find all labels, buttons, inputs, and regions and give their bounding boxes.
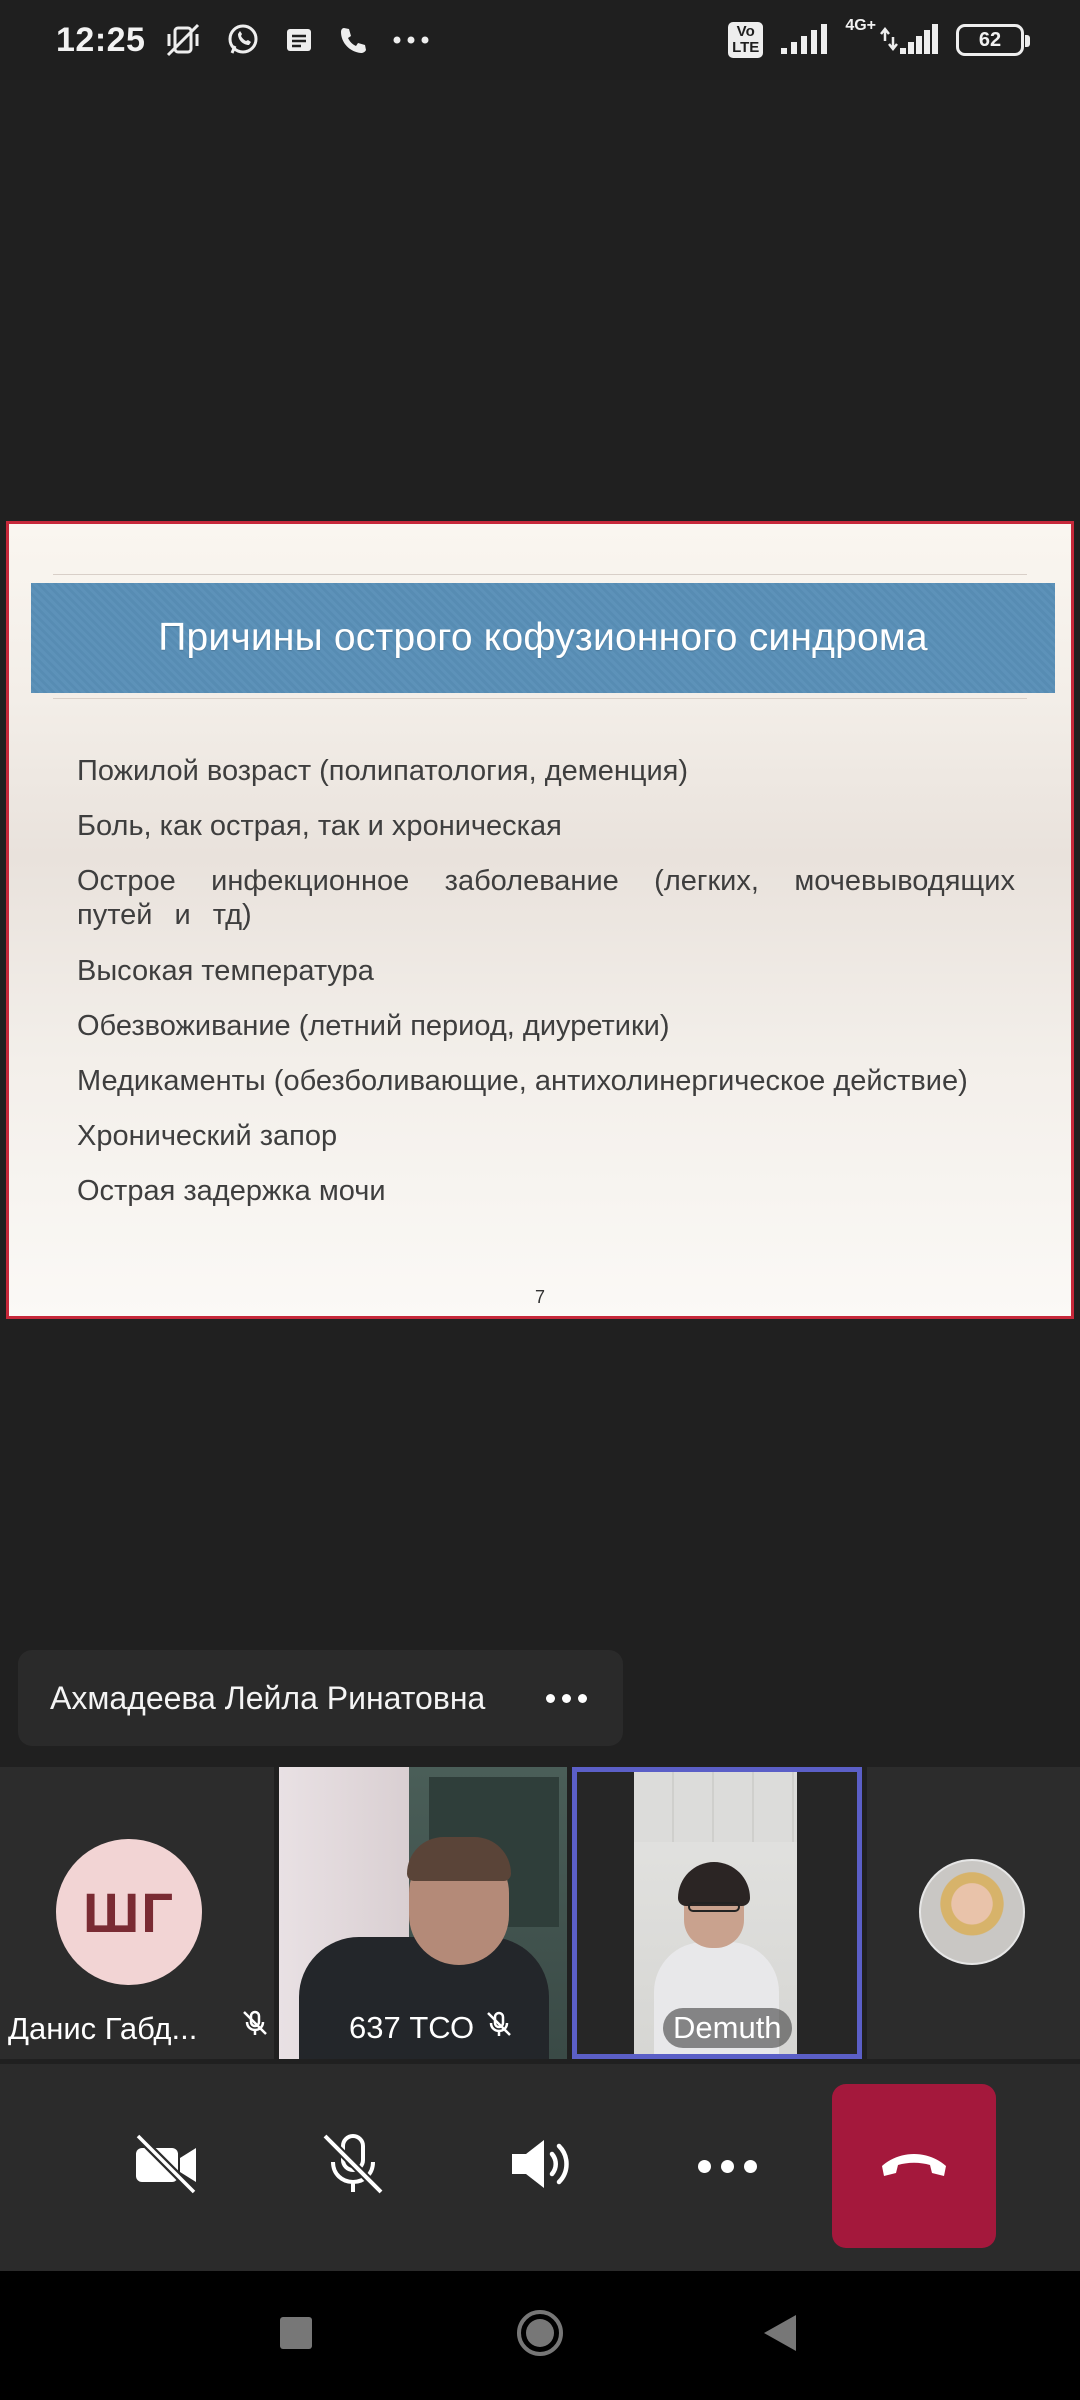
slide-divider-bottom — [53, 698, 1027, 699]
signal-icon — [779, 24, 829, 56]
signal-icon-2 — [878, 24, 940, 56]
participant-tile[interactable] — [0, 1767, 274, 2059]
status-bar — [0, 0, 1080, 80]
speaker-button[interactable] — [460, 2086, 620, 2246]
system-navigation-bar — [0, 2271, 1080, 2400]
network-type: 4G+ — [845, 17, 876, 34]
slide-divider-top — [53, 574, 1027, 575]
slide-bullet: Хронический запор — [77, 1120, 338, 1152]
call-controls — [0, 2064, 1080, 2271]
participant-tile-active-speaker[interactable] — [572, 1767, 862, 2059]
avatar: ШГ — [56, 1839, 202, 1985]
participant-strip — [0, 1767, 1080, 2059]
slide-page-number: 7 — [534, 1287, 545, 1307]
volte-badge: Vo LTE — [728, 22, 763, 58]
back-button[interactable] — [720, 2271, 840, 2400]
participant-tile[interactable] — [279, 1767, 567, 2059]
avatar — [919, 1859, 1025, 1965]
camera-off-icon — [130, 2128, 202, 2205]
slide-bullet: Медикаменты (обезболивающие, антихолинергическое действие) — [77, 1065, 968, 1097]
slide-bullet-list — [77, 754, 1015, 1229]
camera-toggle-button[interactable] — [86, 2086, 246, 2246]
message-icon — [283, 24, 315, 56]
presenter-more-icon[interactable] — [546, 1694, 587, 1703]
phone-icon — [337, 24, 369, 56]
participant-name: 637 ТСО — [349, 2009, 514, 2047]
slide-bullet: Высокая температура — [77, 955, 374, 987]
participant-name: Данис Габд... — [8, 2011, 198, 2046]
more-icon — [698, 2160, 757, 2173]
slide-bullet: Острая задержка мочи — [77, 1175, 386, 1207]
speaker-icon — [504, 2128, 576, 2205]
mic-off-icon — [484, 2009, 514, 2047]
mic-off-icon — [317, 2128, 389, 2205]
presenter-name: Ахмадеева Лейла Ринатовна — [50, 1679, 486, 1716]
vibrate-off-icon — [163, 20, 203, 60]
slide-title-bar — [31, 583, 1055, 693]
slide-bullet: Боль, как острая, так и хроническая — [77, 810, 562, 842]
more-options-button[interactable] — [647, 2086, 807, 2246]
hang-up-button[interactable] — [832, 2084, 996, 2248]
microphone-toggle-button[interactable] — [273, 2086, 433, 2246]
status-time: 12:25 — [56, 20, 146, 59]
shared-presentation-slide[interactable] — [6, 521, 1074, 1319]
slide-bullet: Обезвоживание (летний период, диуретики) — [77, 1010, 670, 1042]
hang-up-icon — [878, 2144, 950, 2189]
home-icon — [515, 2308, 565, 2363]
slide-bullet: Острое инфекционное заболевание (легких, мочевыводящих путей и тд) — [77, 865, 1015, 931]
participant-name: Demuth — [663, 2008, 792, 2048]
whatsapp-icon — [225, 22, 261, 58]
recents-button[interactable] — [236, 2271, 356, 2400]
home-button[interactable] — [480, 2271, 600, 2400]
more-icon — [391, 34, 431, 46]
slide-title: Причины острого кофузионного синдрома — [158, 616, 928, 659]
participant-tile[interactable] — [867, 1767, 1080, 2059]
presenter-label[interactable] — [18, 1650, 623, 1746]
recents-icon — [278, 2315, 314, 2356]
battery-indicator: 62 — [956, 24, 1024, 56]
back-icon — [762, 2313, 798, 2358]
mic-off-icon — [240, 2008, 270, 2043]
slide-bullet: Пожилой возраст (полипатология, деменция) — [77, 755, 689, 787]
